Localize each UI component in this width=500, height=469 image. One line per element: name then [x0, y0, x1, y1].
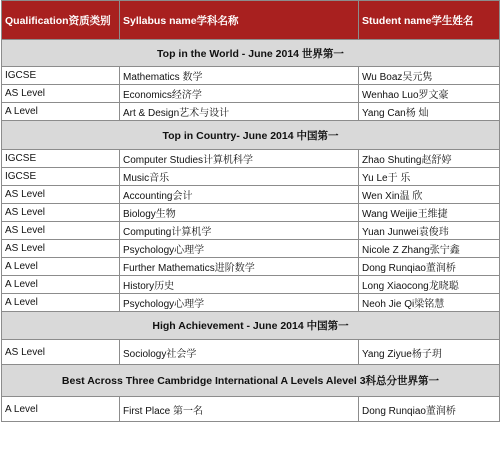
- header-row: [2, 1, 500, 40]
- table-row: [2, 240, 500, 258]
- header-student: Student name学生姓名: [359, 1, 500, 40]
- section-title: High Achievement - June 2014 中国第一: [2, 312, 500, 340]
- syllabus-cell: Art & Design艺术与设计: [120, 103, 359, 121]
- syllabus-cell: Psychology心理学: [120, 294, 359, 312]
- table-row: [2, 168, 500, 186]
- syllabus-cell: Sociology社会学: [120, 340, 359, 365]
- qualification-cell: A Level: [2, 258, 120, 276]
- qualification-cell: IGCSE: [2, 150, 120, 168]
- syllabus-cell: Further Mathematics进阶数学: [120, 258, 359, 276]
- syllabus-cell: Music音乐: [120, 168, 359, 186]
- syllabus-cell: Computing计算机学: [120, 222, 359, 240]
- table-row: [2, 186, 500, 204]
- syllabus-cell: Mathematics 数学: [120, 67, 359, 85]
- section-title: Best Across Three Cambridge International A Levels Alevel 3科总分世界第一: [2, 365, 500, 397]
- section-row: [2, 312, 500, 340]
- qualification-cell: AS Level: [2, 222, 120, 240]
- results-table: [1, 0, 500, 422]
- table-row: [2, 258, 500, 276]
- table-row: [2, 67, 500, 85]
- student-cell: Dong Runqiao董润桥: [359, 397, 500, 422]
- table-row: [2, 103, 500, 121]
- table-row: [2, 340, 500, 365]
- student-cell: Wen Xin温 欣: [359, 186, 500, 204]
- table-row: [2, 222, 500, 240]
- syllabus-cell: History历史: [120, 276, 359, 294]
- qualification-cell: A Level: [2, 103, 120, 121]
- qualification-cell: A Level: [2, 276, 120, 294]
- student-cell: Yang Ziyue杨子玥: [359, 340, 500, 365]
- header-qualification: Qualification资质类别: [2, 1, 120, 40]
- section-row: [2, 40, 500, 67]
- qualification-cell: AS Level: [2, 85, 120, 103]
- syllabus-cell: Computer Studies计算机科学: [120, 150, 359, 168]
- section-row: [2, 121, 500, 150]
- student-cell: Yuan Junwei袁俊玮: [359, 222, 500, 240]
- qualification-cell: AS Level: [2, 240, 120, 258]
- section-row: [2, 365, 500, 397]
- qualification-cell: IGCSE: [2, 168, 120, 186]
- student-cell: Nicole Z Zhang张宁鑫: [359, 240, 500, 258]
- student-cell: Yu Le于 乐: [359, 168, 500, 186]
- section-title: Top in the World - June 2014 世界第一: [2, 40, 500, 67]
- section-title: Top in Country- June 2014 中国第一: [2, 121, 500, 150]
- table-row: [2, 204, 500, 222]
- student-cell: Wu Boaz吴元隽: [359, 67, 500, 85]
- student-cell: Long Xiaocong龙晓聪: [359, 276, 500, 294]
- student-cell: Neoh Jie Qi梁铭慧: [359, 294, 500, 312]
- student-cell: Wenhao Luo罗文豪: [359, 85, 500, 103]
- table-row: [2, 85, 500, 103]
- qualification-cell: AS Level: [2, 204, 120, 222]
- syllabus-cell: Psychology心理学: [120, 240, 359, 258]
- header-syllabus: Syllabus name学科名称: [120, 1, 359, 40]
- student-cell: Wang Weijie王维捷: [359, 204, 500, 222]
- student-cell: Dong Runqiao董润桥: [359, 258, 500, 276]
- student-cell: Yang Can杨 灿: [359, 103, 500, 121]
- qualification-cell: IGCSE: [2, 67, 120, 85]
- table-row: [2, 276, 500, 294]
- qualification-cell: A Level: [2, 294, 120, 312]
- table-row: [2, 150, 500, 168]
- syllabus-cell: Biology生物: [120, 204, 359, 222]
- student-cell: Zhao Shuting赵舒婷: [359, 150, 500, 168]
- qualification-cell: AS Level: [2, 186, 120, 204]
- table-row: [2, 397, 500, 422]
- syllabus-cell: First Place 第一名: [120, 397, 359, 422]
- syllabus-cell: Accounting会计: [120, 186, 359, 204]
- syllabus-cell: Economics经济学: [120, 85, 359, 103]
- qualification-cell: A Level: [2, 397, 120, 422]
- table-row: [2, 294, 500, 312]
- qualification-cell: AS Level: [2, 340, 120, 365]
